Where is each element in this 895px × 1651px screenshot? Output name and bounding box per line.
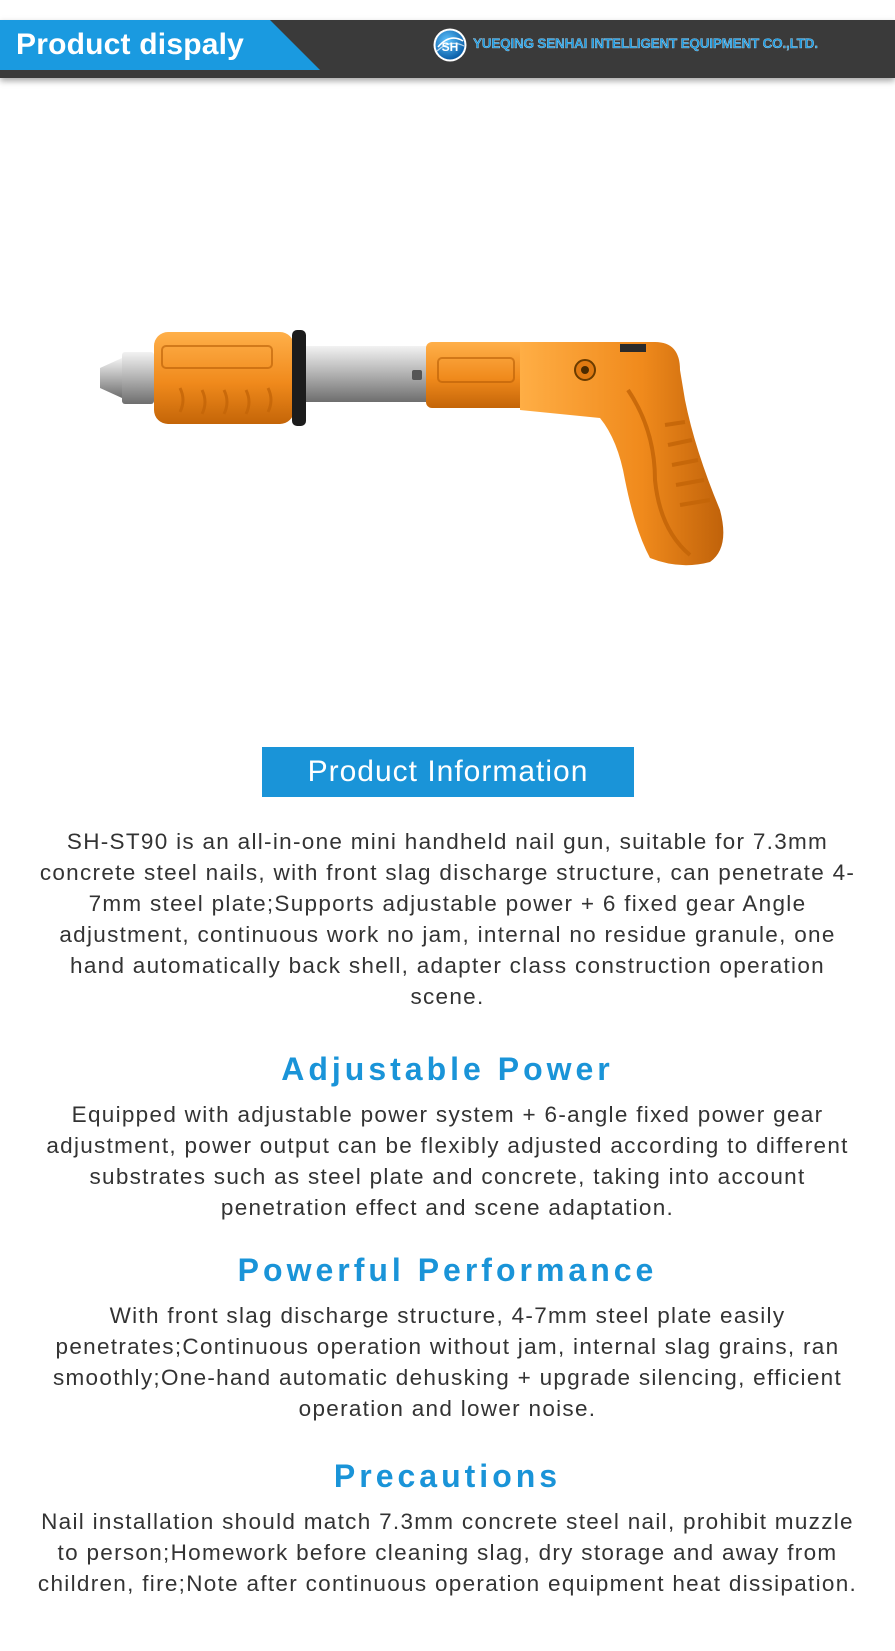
section-heading-precautions: Precautions (333, 1458, 562, 1494)
section-body-powerful-performance: With front slag discharge structure, 4-7mm steel plate easily penetrates;Continuous operation without jam, internal slag grains, ran smoothly;One-hand automatic dehusking + upgrade silencing, efficient operation and lower noise. (52, 1303, 843, 1421)
section-body-adjustable-power: Equipped with adjustable power system + 6-angle fixed power gear adjustment, power output can be flexibly adjusted according to different substrates such as steel plate and concrete, taking into account penetration effect and scene adaptation. (46, 1102, 849, 1220)
product-description: SH-ST90 is an all-in-one mini handheld nail gun, suitable for 7.3mm concrete steel nails, with front slag discharge structure, can penetrate 4-7mm steel plate;Supports adjustable power + 6 fixed gear Angle adjustment, continuous work no jam, internal no residue granule, one hand automatically back shell, adapter class construction operation scene. (39, 829, 856, 1009)
muzzle-tip (100, 358, 122, 398)
muzzle-collar (122, 352, 154, 404)
section-heading-adjustable-power: Adjustable Power (281, 1051, 614, 1087)
product-image (80, 330, 780, 610)
company-logo-icon (432, 27, 468, 63)
product-information-badge: Product Information (262, 747, 634, 797)
steel-barrel (306, 346, 428, 402)
section-heading-powerful-performance: Powerful Performance (237, 1252, 658, 1288)
black-ring (292, 330, 306, 426)
header-banner (0, 20, 895, 78)
company-name: YUEQING SENHAI INTELLIGENT EQUIPMENT CO.,LTD. (473, 36, 818, 51)
logo-text: SH (441, 40, 459, 54)
rear-body (426, 342, 526, 408)
section-body-precautions: Nail installation should match 7.3mm concrete steel nail, prohibit muzzle to person;Homework before cleaning slag, dry storage and away from children, fire;Note after continuous operation equipment heat dissipation. (37, 1509, 858, 1596)
pistol-grip (520, 342, 723, 565)
page-title: Product dispaly (16, 28, 245, 61)
